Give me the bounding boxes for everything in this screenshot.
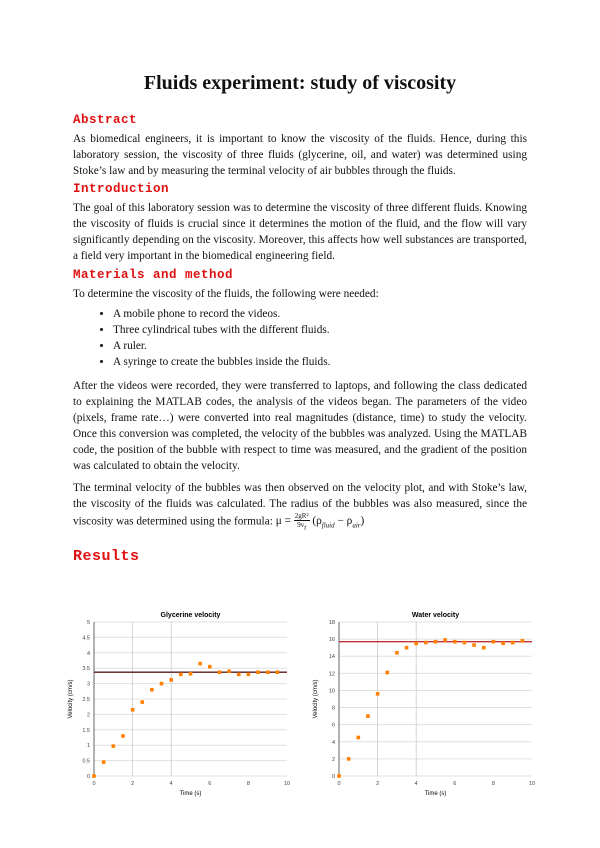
x-tick-label: 10 xyxy=(528,781,536,787)
materials-list xyxy=(73,306,527,370)
materials-intro: To determine the viscosity of the fluids, the following were needed: xyxy=(73,288,379,300)
formula-denominator xyxy=(297,521,307,532)
rho-air: − ρ xyxy=(334,515,353,528)
y-tick-label: 2 xyxy=(331,756,335,763)
results-heading: Results xyxy=(73,547,140,565)
formula-numerator: 2gR² xyxy=(294,512,309,520)
list-item: • A syringe to create the bubbles inside the fluids. xyxy=(113,354,527,370)
formula-close: ) xyxy=(360,515,365,528)
abstract-text: As biomedical engineers, it is important to know the viscosity of the fluids. Hence, during this laboratory session, the viscosity of three fluids (glycerine, oil, and water) was determined using Stoke’s law and by measuring the terminal velocity of air bubbles through the fluids. xyxy=(73,133,527,177)
y-tick-label: 4 xyxy=(331,739,335,746)
y-tick-label: 0.5 xyxy=(82,758,90,765)
data-point xyxy=(266,670,270,674)
data-point xyxy=(337,774,341,778)
data-point xyxy=(376,692,380,696)
data-point xyxy=(179,673,183,677)
x-tick-label: 10 xyxy=(283,781,291,787)
stokes-paragraph xyxy=(73,480,527,534)
formula xyxy=(275,512,365,532)
y-tick-label: 2.5 xyxy=(82,697,90,703)
formula-lhs: μ = xyxy=(275,515,291,528)
data-point xyxy=(237,673,241,677)
data-point xyxy=(395,651,399,655)
y-axis-label: Velocity (cm/s) xyxy=(68,679,74,719)
x-tick-label: 0 xyxy=(337,781,341,787)
chart-title: Glycerine velocity xyxy=(160,612,221,619)
data-point xyxy=(414,642,418,646)
y-tick-label: 0 xyxy=(331,774,335,780)
introduction-heading: Introduction xyxy=(73,182,170,196)
x-axis-label: Time (s) xyxy=(424,791,447,797)
y-tick-label: 2 xyxy=(86,712,90,719)
x-axis-label: Time (s) xyxy=(179,791,202,797)
denominator-text: 9v xyxy=(297,521,305,529)
results-charts xyxy=(62,608,542,798)
data-point xyxy=(492,640,496,644)
y-tick-label: 16 xyxy=(328,637,335,644)
y-tick-label: 18 xyxy=(328,620,335,626)
abstract-heading: Abstract xyxy=(73,113,138,127)
data-point xyxy=(405,646,409,650)
data-point xyxy=(347,757,351,761)
data-point xyxy=(150,688,154,692)
list-item: • A ruler. xyxy=(113,338,527,354)
y-tick-label: 4 xyxy=(86,650,90,657)
method-paragraph: After the videos were recorded, they were transferred to laptops, and following the class dedicated to explaining the MATLAB codes, the analysis of the videos began. The parameters of the video (pixels, frame rate…) were converted into real magnitudes (distance, time) to study the velocity. Once this conversion was completed, the velocity of the bubbles was analyzed. Using the MATLAB code, the position of the bubble with respect to time was measured, and the gradient of the position was calculated to obtain the velocity. xyxy=(73,380,527,472)
introduction-text: The goal of this laboratory session was to determine the viscosity of three different fluids. Knowing the viscosity of fluids is crucial since it determines the motion of the fluid, and the flow will vary significantly depending on the viscosity. Moreover, this affects how well substances are transported, a field very important in the biomedical engineering field. xyxy=(73,202,527,262)
y-tick-label: 12 xyxy=(328,671,335,678)
x-tick-label: 2 xyxy=(131,781,135,787)
y-tick-label: 4.5 xyxy=(82,635,90,642)
data-point xyxy=(102,760,106,764)
y-axis-label: Velocity (cm/s) xyxy=(313,679,319,719)
formula-fraction xyxy=(294,512,310,531)
y-tick-label: 3 xyxy=(86,681,90,688)
data-point xyxy=(189,672,193,676)
data-point xyxy=(434,640,438,644)
chart-title: Water velocity xyxy=(411,612,460,619)
data-point xyxy=(482,646,486,650)
stokes-text: The terminal velocity of the bubbles was then observed on the velocity plot, and with Stoke’s law, the viscosity of the fluids was calculated. The radius of the bubbles was also measured, since the viscosity was determined using the formula: xyxy=(73,482,527,528)
y-tick-label: 8 xyxy=(331,705,335,712)
glycerine-velocity-chart xyxy=(62,608,297,798)
data-point xyxy=(160,682,164,686)
data-point xyxy=(92,774,96,778)
data-point xyxy=(521,639,525,643)
fluid-sub: fluid xyxy=(321,521,335,530)
data-point xyxy=(511,641,515,645)
data-point xyxy=(357,736,361,740)
y-tick-label: 10 xyxy=(328,688,335,695)
data-point xyxy=(424,641,428,645)
x-tick-label: 2 xyxy=(376,781,380,787)
data-point xyxy=(131,708,135,712)
y-tick-label: 1.5 xyxy=(82,727,90,734)
data-point xyxy=(247,673,251,677)
x-tick-label: 6 xyxy=(453,781,457,787)
y-tick-label: 1 xyxy=(86,743,90,750)
data-point xyxy=(208,665,212,669)
data-point xyxy=(218,670,222,674)
x-tick-label: 6 xyxy=(208,781,212,787)
y-tick-label: 6 xyxy=(331,722,335,729)
data-point xyxy=(472,643,476,647)
page-title: Fluids experiment: study of viscosity xyxy=(143,72,457,94)
data-point xyxy=(256,670,260,674)
air-sub: air xyxy=(352,521,361,530)
x-tick-label: 8 xyxy=(246,781,250,787)
data-point xyxy=(198,662,202,666)
data-point xyxy=(453,640,457,644)
list-item: • A mobile phone to record the videos. xyxy=(113,306,527,322)
data-point xyxy=(501,642,505,646)
data-point xyxy=(121,734,125,738)
data-point xyxy=(366,714,370,718)
x-tick-label: 0 xyxy=(92,781,96,787)
x-tick-label: 8 xyxy=(491,781,495,787)
data-point xyxy=(463,641,467,645)
data-point xyxy=(443,638,447,642)
data-point xyxy=(112,744,116,748)
water-velocity-chart xyxy=(307,608,542,798)
y-tick-label: 0 xyxy=(86,774,90,780)
y-tick-label: 5 xyxy=(86,620,90,626)
materials-heading: Materials and method xyxy=(73,268,234,282)
data-point xyxy=(169,678,173,682)
x-tick-label: 4 xyxy=(169,781,173,787)
data-point xyxy=(385,671,389,675)
y-tick-label: 14 xyxy=(328,654,335,661)
x-tick-label: 4 xyxy=(414,781,418,787)
denominator-sub: t xyxy=(304,523,307,532)
rho-fluid: (ρ xyxy=(312,515,322,528)
data-point xyxy=(227,669,231,673)
y-tick-label: 3.5 xyxy=(82,666,90,673)
data-point xyxy=(276,670,280,674)
data-point xyxy=(140,700,144,704)
list-item: • Three cylindrical tubes with the different fluids. xyxy=(113,322,527,338)
